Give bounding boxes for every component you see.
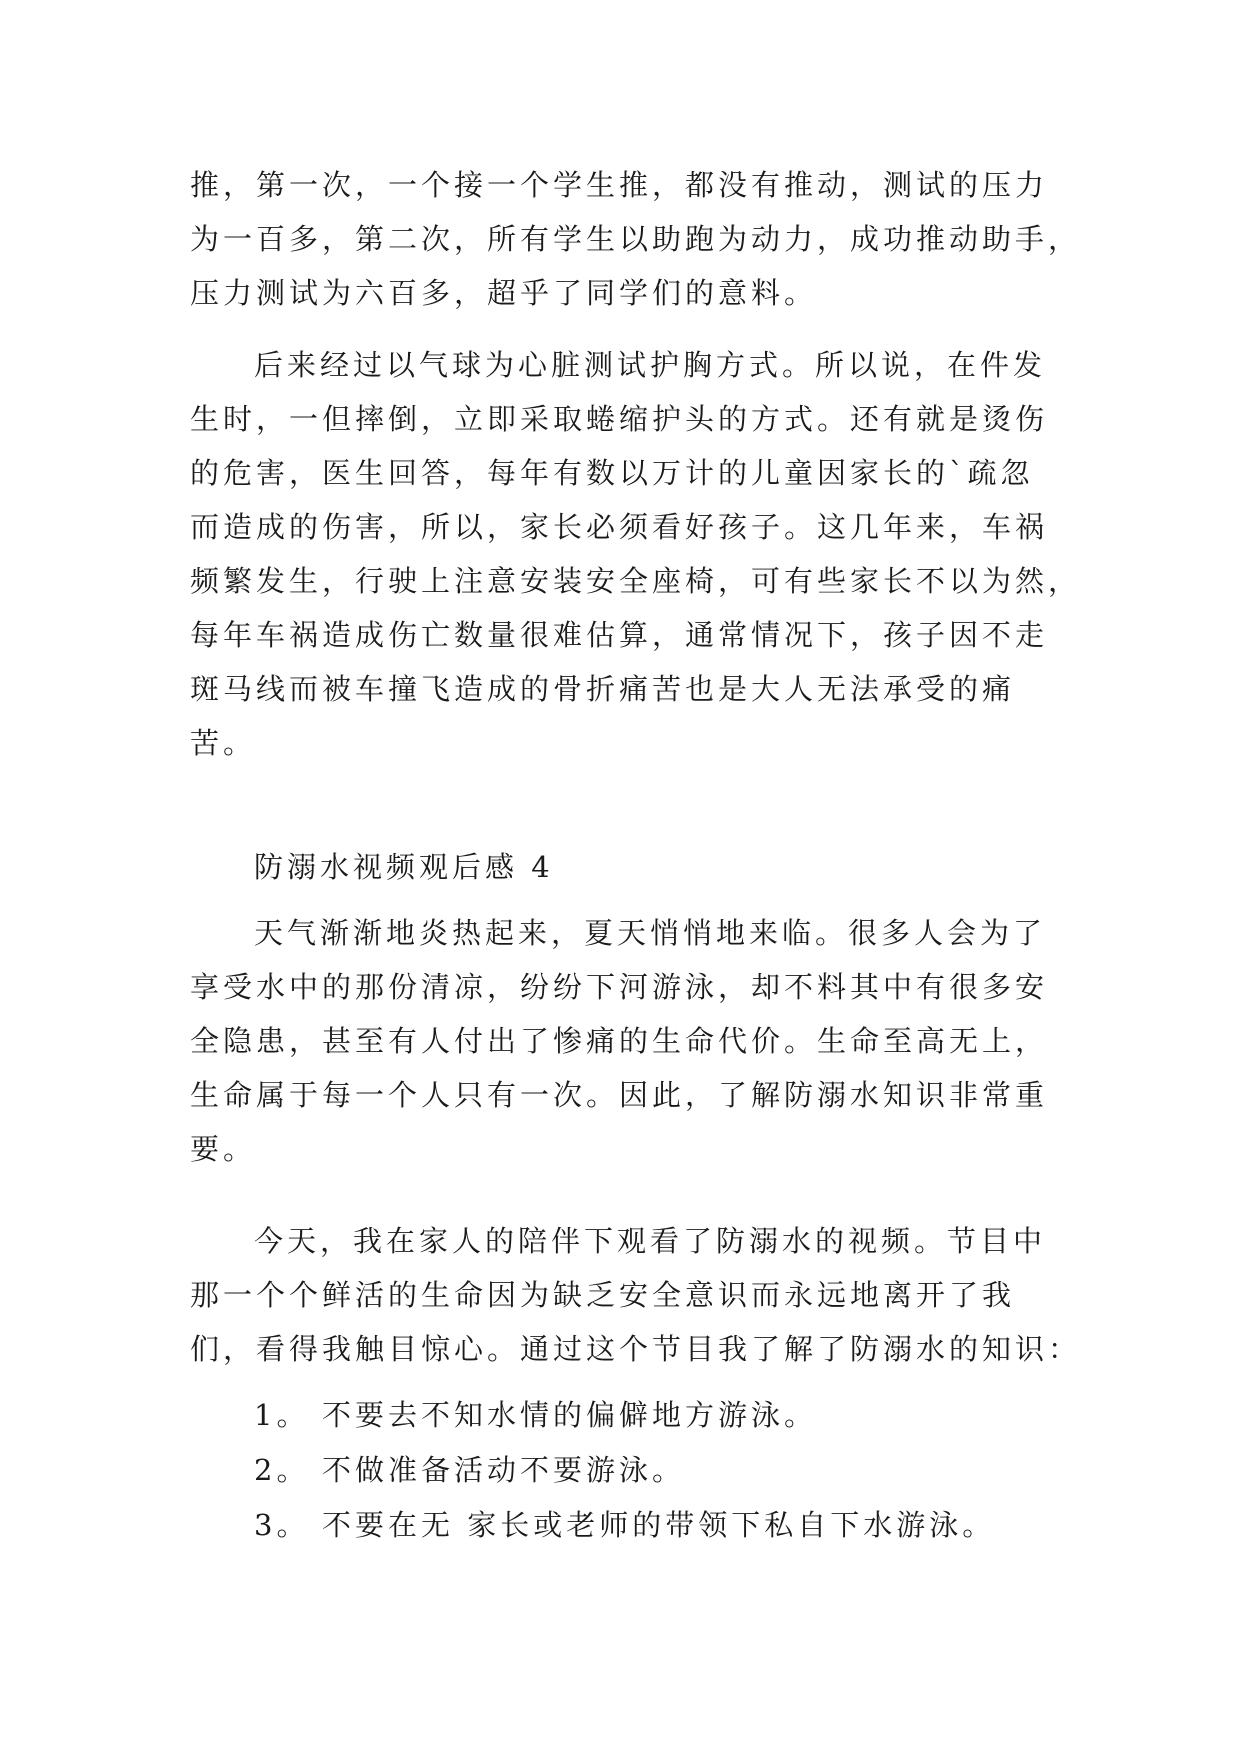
paragraph-line: 享受水中的那份清凉，纷纷下河游泳，却不料其中有很多安	[190, 970, 1049, 1004]
paragraph-line: 生命属于每一个人只有一次。因此，了解防溺水知识非常重	[190, 1078, 1049, 1112]
paragraph-line: 要。	[190, 1132, 257, 1166]
list-number: 1。	[254, 1398, 310, 1432]
paragraph-line: 斑马线而被车撞飞造成的骨折痛苦也是大人无法承受的痛	[190, 672, 1016, 706]
section-heading	[190, 840, 1050, 894]
paragraph-continued	[190, 158, 1082, 320]
list-item	[254, 1388, 817, 1442]
paragraph-line: 那一个个鲜活的生命因为缺乏安全意识而永远地离开了我	[190, 1278, 1016, 1312]
paragraph-line: 为一百多，第二次，所有学生以助跑为动力，成功推动助手，	[190, 222, 1082, 256]
heading-text: 防溺水视频观后感 4	[254, 850, 554, 884]
paragraph-line: 今天，我在家人的陪伴下观看了防溺水的视频。节目中	[254, 1224, 1047, 1258]
paragraph-line: 每年车祸造成伤亡数量很难估算，通常情况下，孩子因不走	[190, 618, 1049, 652]
paragraph-line: 生时，一但摔倒，立即采取蜷缩护头的方式。还有就是烫伤	[190, 402, 1049, 436]
list-item	[254, 1498, 995, 1552]
paragraph-line: 天气渐渐地炎热起来，夏天悄悄地来临。很多人会为了	[254, 916, 1047, 950]
paragraph-video	[190, 1214, 1082, 1376]
paragraph-line: 的危害，医生回答，每年有数以万计的儿童因家长的`疏忽	[190, 456, 1034, 490]
list-number: 3。	[254, 1508, 310, 1542]
paragraph-line: 推，第一次，一个接一个学生推，都没有推动，测试的压力	[190, 168, 1049, 202]
list-text: 不做准备活动不要游泳。	[322, 1453, 686, 1487]
paragraph-safety	[190, 338, 1082, 770]
paragraph-line: 苦。	[190, 726, 257, 760]
list-number: 2。	[254, 1453, 310, 1487]
paragraph-intro	[190, 906, 1050, 1176]
paragraph-line: 后来经过以气球为心脏测试护胸方式。所以说，在件发	[254, 348, 1047, 382]
paragraph-line: 频繁发生，行驶上注意安装安全座椅，可有些家长不以为然，	[190, 564, 1082, 598]
paragraph-line: 全隐患，甚至有人付出了惨痛的生命代价。生命至高无上，	[190, 1024, 1049, 1058]
paragraph-line: 压力测试为六百多，超乎了同学们的意料。	[190, 276, 818, 310]
list-text: 不要在无 家长或老师的带领下私自下水游泳。	[322, 1508, 996, 1542]
paragraph-line: 们，看得我触目惊心。通过这个节目我了解了防溺水的知识：	[190, 1332, 1082, 1366]
list-text: 不要去不知水情的偏僻地方游泳。	[322, 1398, 818, 1432]
list-item	[254, 1443, 685, 1497]
paragraph-line: 而造成的伤害，所以，家长必须看好孩子。这几年来，车祸	[190, 510, 1049, 544]
